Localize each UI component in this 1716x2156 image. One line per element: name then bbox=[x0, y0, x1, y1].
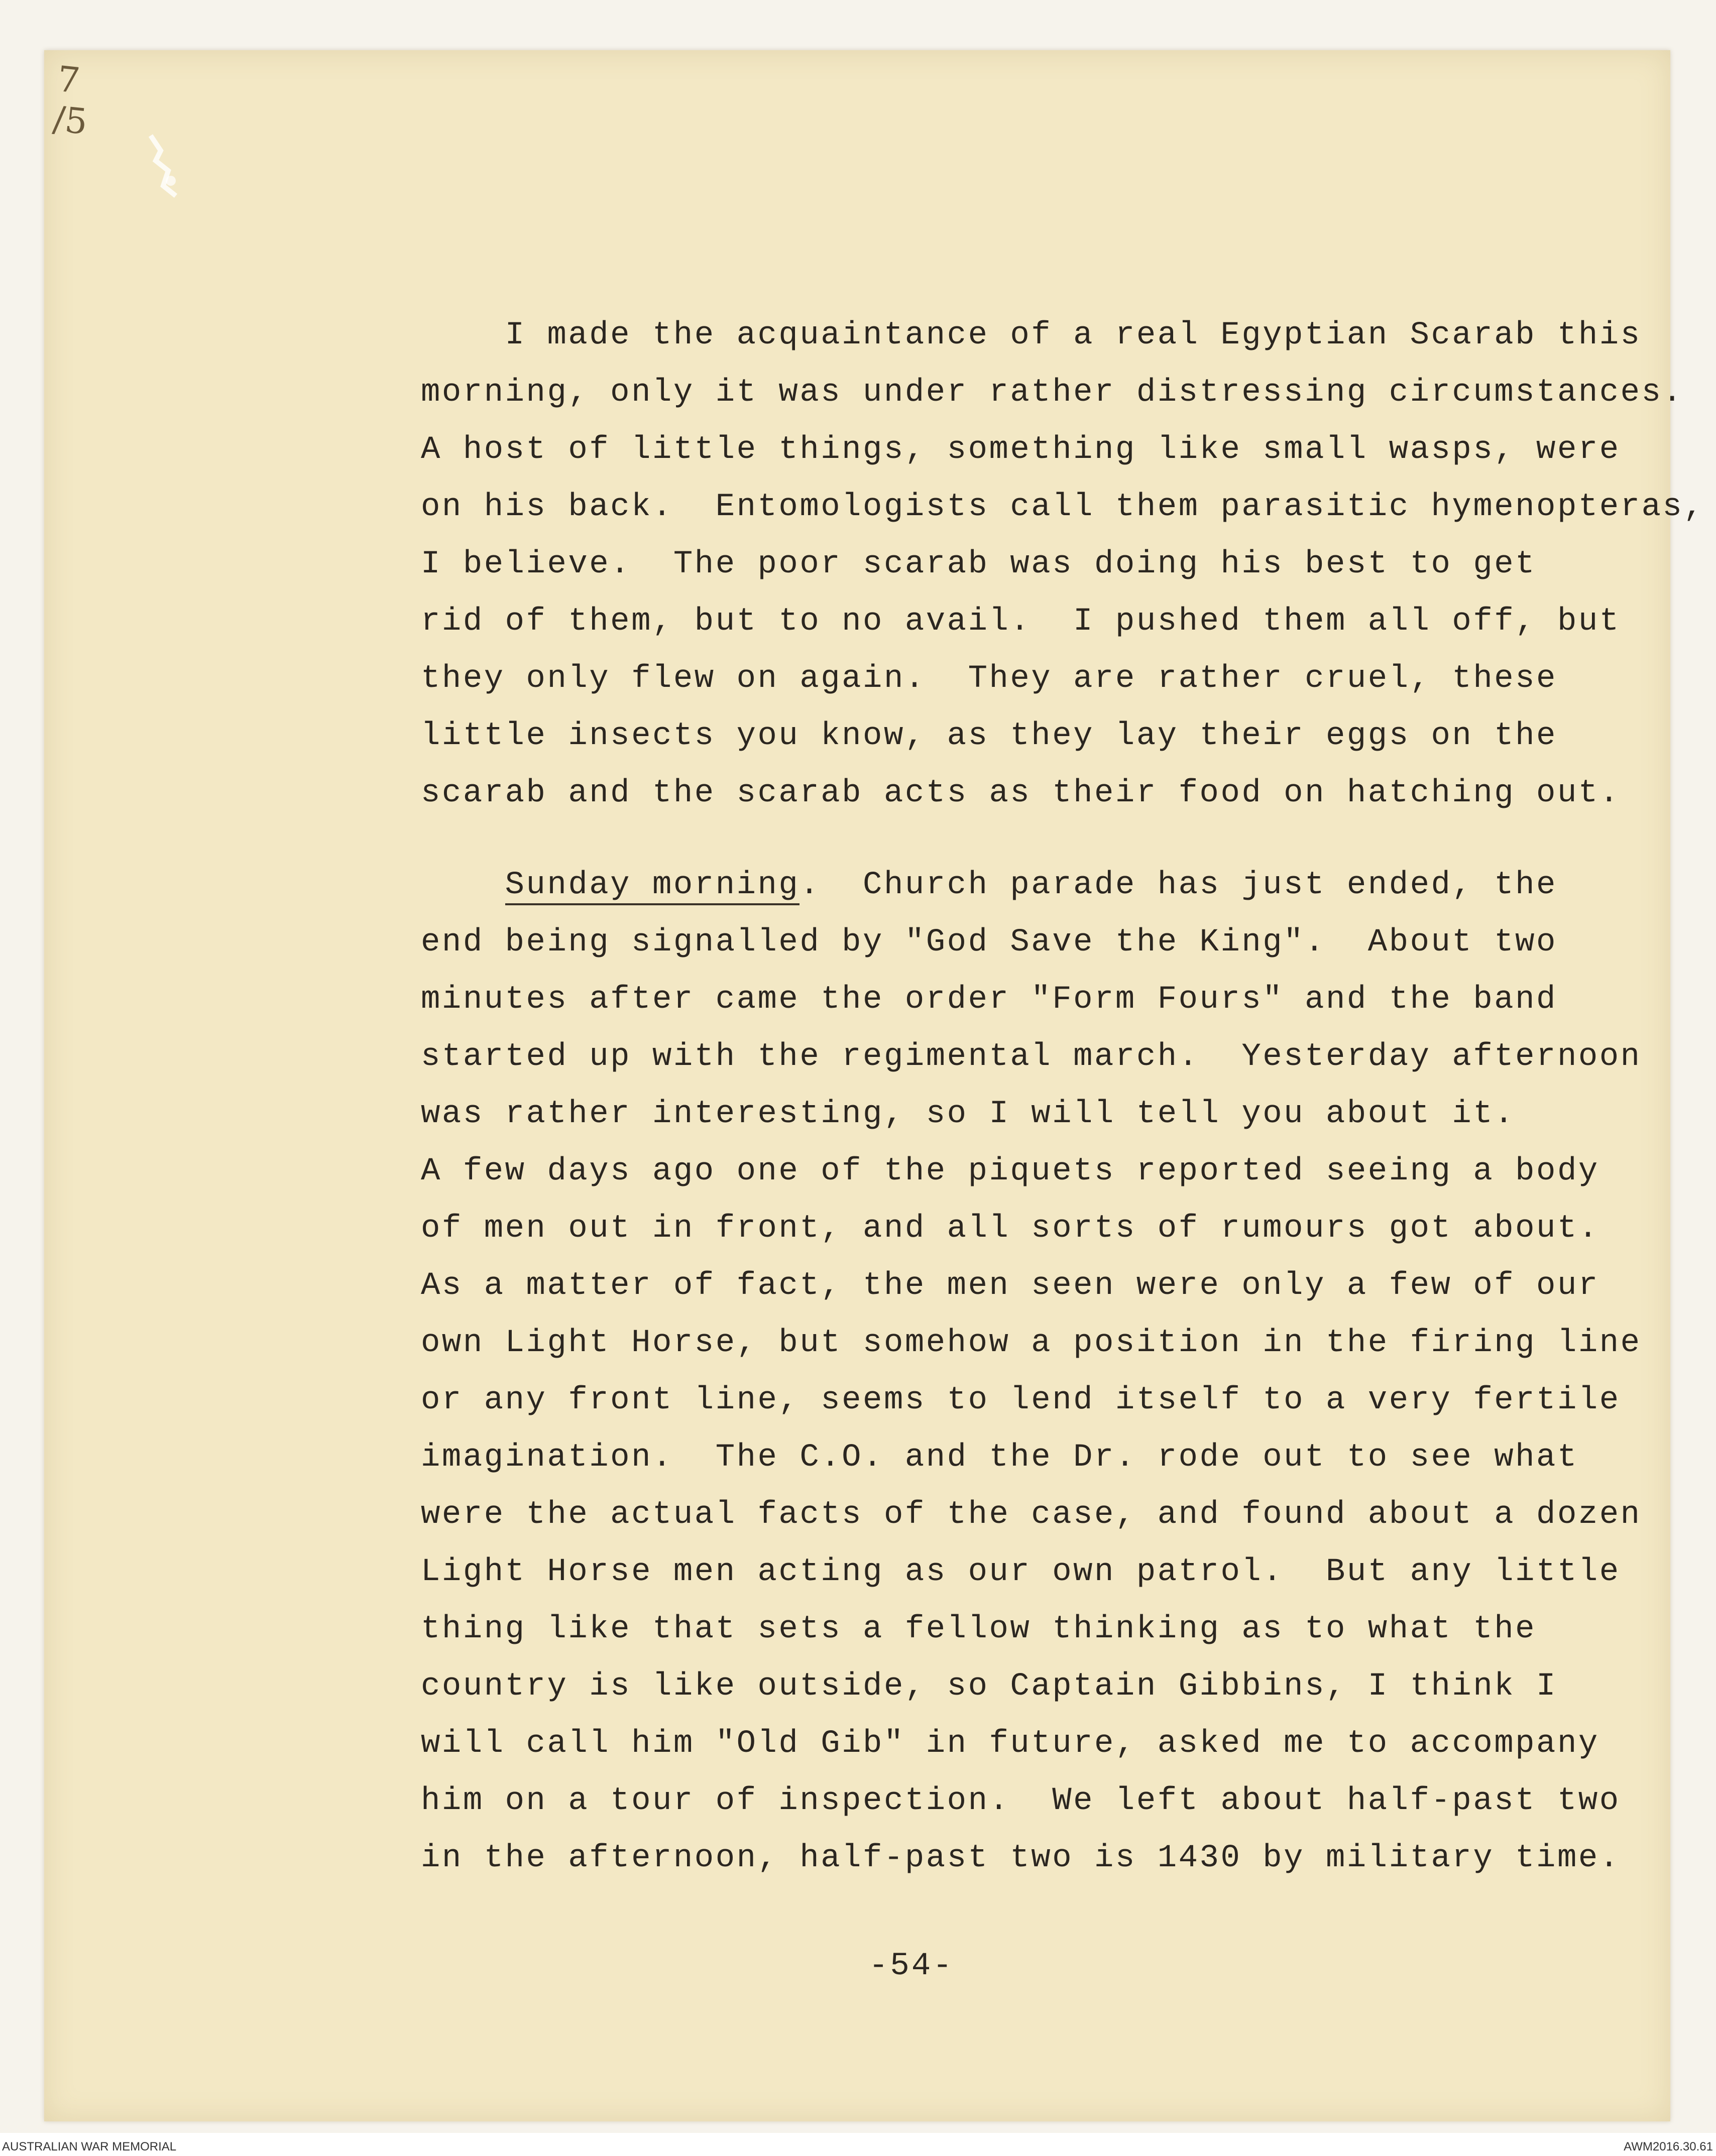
text-line: own Light Horse, but somehow a position in the firing line bbox=[421, 1325, 1642, 1361]
text-line: or any front line, seems to lend itself to a very fertile bbox=[421, 1382, 1621, 1418]
text-line: country is like outside, so Captain Gibbins, I think I bbox=[421, 1668, 1557, 1705]
text-body bbox=[421, 0, 1705, 1908]
text-line: I believe. The poor scarab was doing his best to get bbox=[421, 546, 1537, 582]
text-line: they only flew on again. They are rather cruel, these bbox=[421, 661, 1557, 697]
text-line: A host of little things, something like small wasps, were bbox=[421, 432, 1621, 468]
text-line: will call him "Old Gib" in future, asked me to accompany bbox=[421, 1726, 1599, 1762]
footer-strip bbox=[0, 2133, 1716, 2156]
margin-note: 7 /5 bbox=[51, 58, 90, 143]
paper-blemish bbox=[141, 131, 211, 221]
text-line: rid of them, but to no avail. I pushed them all off, but bbox=[421, 604, 1621, 640]
text-line: Light Horse men acting as our own patrol. But any little bbox=[421, 1554, 1621, 1590]
text-line: in the afternoon, half-past two is 1430 by military time. bbox=[421, 1840, 1621, 1876]
text-line: of men out in front, and all sorts of rumours got about. bbox=[421, 1211, 1599, 1247]
text-line: morning, only it was under rather distressing circumstances. bbox=[421, 375, 1684, 411]
text-line: end being signalled by "God Save the King". About two bbox=[421, 924, 1557, 961]
text-line: was rather interesting, so I will tell you about it. bbox=[421, 1096, 1516, 1132]
footer-accession-number: AWM2016.30.61 bbox=[1624, 2140, 1713, 2153]
text-line: I made the acquaintance of a real Egyptian Scarab this bbox=[421, 317, 1642, 353]
text-line: on his back. Entomologists call them parasitic hymenopteras, bbox=[421, 489, 1705, 525]
heading-sunday-morning: Sunday morning bbox=[505, 867, 800, 905]
text-line: him on a tour of inspection. We left about half-past two bbox=[421, 1783, 1621, 1819]
text-line: imagination. The C.O. and the Dr. rode out to see what bbox=[421, 1440, 1578, 1476]
text-line: little insects you know, as they lay their eggs on the bbox=[421, 718, 1557, 754]
text-line: minutes after came the order "Form Fours" and the band bbox=[421, 982, 1557, 1018]
text-line: started up with the regimental march. Yesterday afternoon bbox=[421, 1039, 1642, 1075]
footer-institution: AUSTRALIAN WAR MEMORIAL bbox=[2, 2140, 177, 2153]
page-number: -54- bbox=[869, 1948, 954, 1984]
text-line: were the actual facts of the case, and found about a dozen bbox=[421, 1497, 1642, 1533]
heading-rest: . Church parade has just ended, the bbox=[799, 867, 1557, 903]
paragraph-sunday-first-line bbox=[421, 865, 1557, 905]
text-line: A few days ago one of the piquets reported seeing a body bbox=[421, 1153, 1599, 1189]
text-line: thing like that sets a fellow thinking as to what the bbox=[421, 1611, 1537, 1647]
text-line: As a matter of fact, the men seen were only a few of our bbox=[421, 1268, 1599, 1304]
text-line: scarab and the scarab acts as their food on hatching out. bbox=[421, 775, 1621, 811]
